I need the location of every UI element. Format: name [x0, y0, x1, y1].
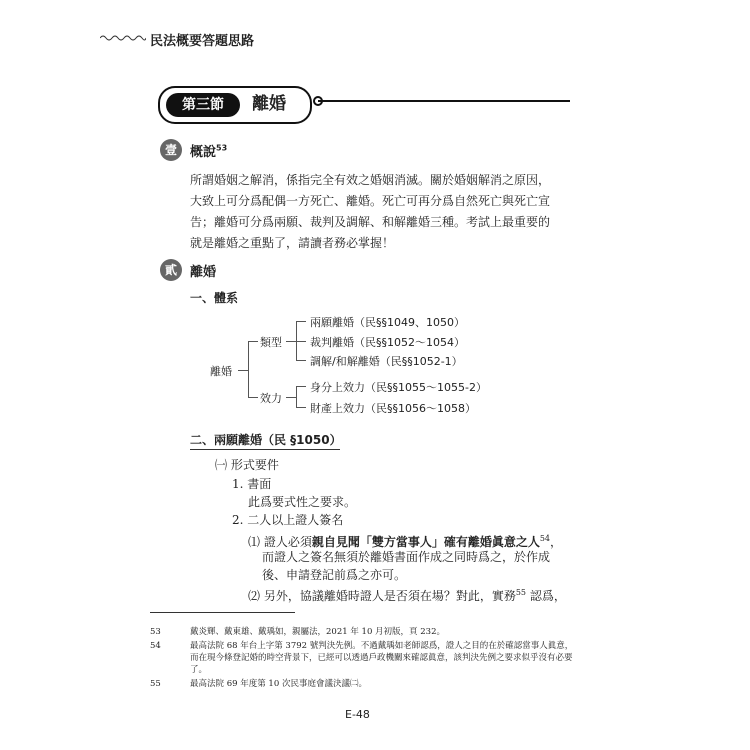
- tree-connector: [296, 360, 306, 361]
- running-head: 民法概要答題思路: [150, 34, 255, 49]
- tree-connector: [296, 341, 306, 342]
- tree-connector: [248, 341, 258, 342]
- intro-line: 所謂婚姻之解消，係指完全有效之婚姻消滅。關於婚姻解消之原因，: [190, 173, 551, 187]
- part2-title: 離婚: [190, 265, 217, 280]
- footnote-number: 54: [150, 641, 161, 651]
- witness-point-1-lead: ⑴ 證人必須: [248, 535, 312, 549]
- part1-badge: 壹: [160, 139, 182, 161]
- section-number: 第三節: [166, 93, 240, 117]
- footnote-text: 最高法院 69 年度第 10 次民事庭會議決議㈡。: [190, 679, 367, 689]
- tree-leaf: 兩願離婚（民§§1049、1050）: [310, 316, 465, 329]
- intro-line: 大致上可分爲配偶一方死亡、離婚。死亡可再分爲自然死亡與死亡宣: [190, 194, 551, 208]
- intro-paragraph: [190, 170, 580, 254]
- footnote: [150, 640, 580, 678]
- tree-group-types: 類型: [260, 336, 282, 349]
- section-title: 離婚: [252, 94, 286, 114]
- item-written-text: 此爲要式性之要求。: [248, 495, 357, 509]
- tree-connector: [248, 341, 249, 398]
- witness-point-2-tail: 認爲，: [526, 589, 566, 603]
- tree-connector: [286, 397, 296, 398]
- tree-connector: [286, 341, 296, 342]
- tree-connector: [296, 321, 306, 322]
- subheading-mutual-divorce: 二、兩願離婚（民 §1050）: [190, 433, 342, 447]
- witness-point-2-text: ⑵ 另外，協議離婚時證人是否須在場？對此，實務: [248, 589, 516, 603]
- formal-requirements-heading: ㈠ 形式要件: [215, 458, 279, 472]
- wave-ornament: [100, 34, 146, 42]
- intro-line: 就是離婚之重點了，請讀者務必掌握！: [190, 236, 395, 250]
- tree-leaf: 身分上效力（民§§1055～1055-2）: [310, 381, 487, 394]
- witness-point-2: [248, 583, 566, 606]
- witness-point-1-emphasis: 親自見聞「雙方當事人」確有離婚眞意之人: [311, 535, 540, 549]
- tree-connector: [296, 386, 297, 408]
- footnote-number: 53: [150, 627, 161, 637]
- tree-leaf: 調解/和解離婚（民§§1052-1）: [310, 355, 463, 368]
- witness-point-1-cont: 而證人之簽名無須於離婚書面作成之同時爲之，於作成: [262, 550, 551, 564]
- footnote: [150, 626, 580, 640]
- part1-title: [190, 141, 227, 160]
- item-written: 1. 書面: [232, 477, 272, 491]
- page-number: E-48: [345, 708, 370, 721]
- tree-leaf: 裁判離婚（民§§1052～1054）: [310, 336, 465, 349]
- tree-group-effects: 效力: [260, 392, 282, 405]
- footnote-ref-54: 54: [539, 534, 551, 543]
- footnote-ref-55: 55: [515, 588, 527, 597]
- tree-root: 離婚: [210, 365, 232, 378]
- section-header: [158, 86, 312, 124]
- part1-title-text: 概說: [190, 145, 217, 160]
- footnote-ref-53: 53: [216, 143, 228, 153]
- intro-line: 告；離婚可分爲兩願、裁判及調解、和解離婚三種。考試上最重要的: [190, 215, 551, 229]
- tree-connector: [248, 397, 258, 398]
- tree-leaf: 財產上效力（民§§1056～1058）: [310, 402, 476, 415]
- footnote-text: 戴炎輝、戴東雄、戴瑀如，親屬法，2021 年 10 月初版，頁 232。: [190, 627, 445, 637]
- witness-point-1-cont: 後、申請登記前爲之亦可。: [262, 568, 407, 582]
- subheading-system: 一、體系: [190, 291, 239, 305]
- footnote-number: 55: [150, 679, 161, 689]
- subheading-underline: [190, 449, 340, 450]
- section-rule: [318, 100, 570, 102]
- footnote-text: 最高法院 68 年台上字第 3792 號判決先例。不過戴瑀如老師認爲，證人之目的在於確認當事人眞意，而在現今條登記婚的時空背景下，已經可以透過戶政機關來確認眞意，該判決先例之要求似乎沒有必要了。: [190, 641, 574, 675]
- item-witnesses: 2. 二人以上證人簽名: [232, 513, 344, 527]
- tree-connector: [296, 386, 306, 387]
- footnote-rule: [150, 612, 295, 613]
- tree-connector: [238, 370, 248, 371]
- tree-connector: [296, 407, 306, 408]
- footnote: [150, 678, 580, 692]
- part2-badge: 貳: [160, 259, 182, 281]
- witness-point-1-comma: ，: [550, 535, 563, 549]
